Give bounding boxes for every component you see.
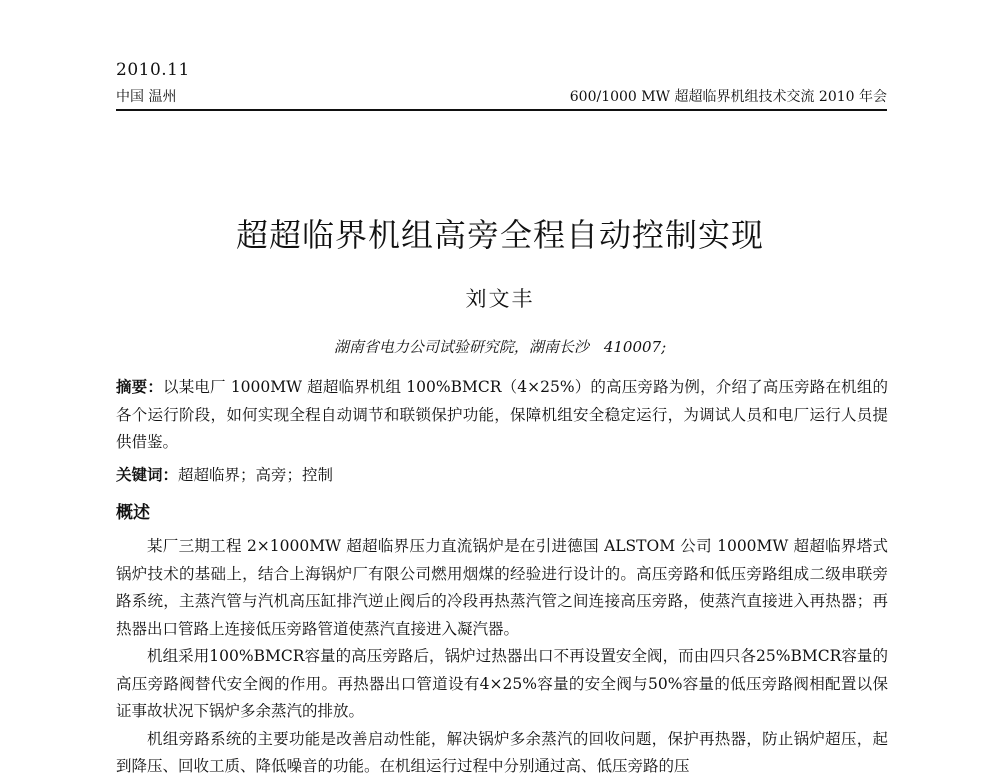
- header-location: 中国 温州: [116, 89, 177, 105]
- abstract: [116, 374, 888, 457]
- keywords-label: 关键词：: [116, 466, 179, 484]
- keywords: [116, 462, 888, 489]
- paper-author: 刘文丰: [465, 287, 535, 311]
- body-paragraph: 某厂三期工程 2×1000MW 超超临界压力直流锅炉是在引进德国 ALSTOM 公司 1000MW 超超临界塔式锅炉技术的基础上，结合上海锅炉厂有限公司燃用烟煤的经验进行设计的。高压旁路和低压旁路组成二级串联旁路系统，主蒸汽管与汽机高压缸排汽逆止阀后的冷段再热蒸汽管之间连接高压旁路，使蒸汽直接进入再热器；再热器出口管路上连接低压旁路管道使蒸汽直接进入凝汽器。: [116, 537, 888, 638]
- header-conference: 600/1000 MW 超超临界机组技术交流 2010 年会: [569, 89, 887, 105]
- abstract-label: 摘要：: [116, 378, 164, 396]
- paper-affiliation: 湖南省电力公司试验研究院，湖南长沙 410007;: [333, 338, 667, 356]
- body-paragraph: 机组旁路系统的主要功能是改善启动性能，解决锅炉多余蒸汽的回收问题，保护再热器，防止锅炉超压，起到降压、回收工质、降低噪音的功能。在机组运行过程中分别通过高、低压旁路的压: [116, 729, 888, 775]
- header-rule: [116, 109, 887, 111]
- body-paragraph: 机组采用100%BMCR容量的高压旁路后，锅炉过热器出口不再设置安全阀，而由四只各25%BMCR容量的高压旁路阀替代安全阀的作用。再热器出口管道设有4×25%容量的安全阀与50%容量的低压旁路阀相配置以保证事故状况下锅炉多余蒸汽的排放。: [116, 647, 888, 720]
- keywords-text: 超超临界；高旁；控制: [178, 466, 334, 484]
- section-body: [116, 533, 888, 781]
- header-date: 2010.11: [116, 60, 190, 80]
- abstract-text: 以某电厂 1000MW 超超临界机组 100%BMCR（4×25%）的高压旁路为例，介绍了高压旁路在机组的各个运行阶段，如何实现全程自动调节和联锁保护功能，保障机组安全稳定运行，为调试人员和电厂运行人员提供借鉴。: [116, 378, 888, 451]
- section-heading: 概述: [116, 503, 150, 523]
- paper-title: 超超临界机组高旁全程自动控制实现: [235, 216, 764, 254]
